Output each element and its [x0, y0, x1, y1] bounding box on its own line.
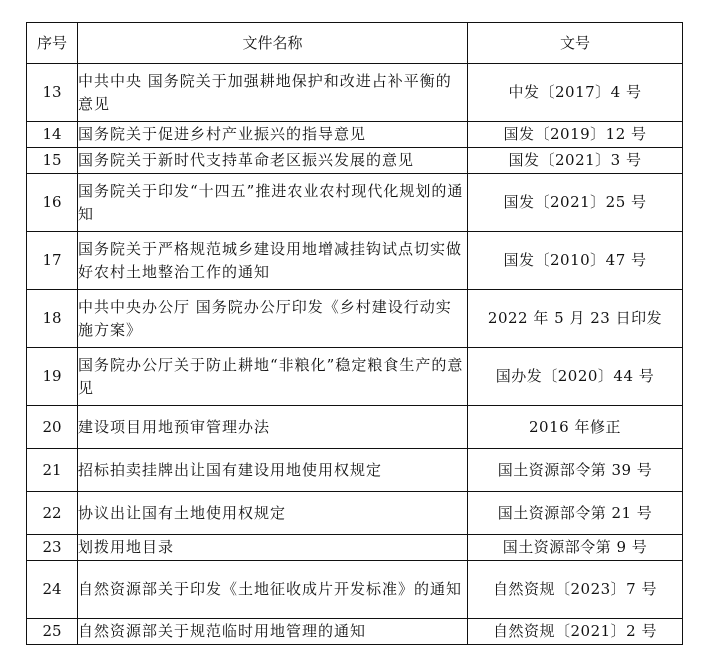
- row-document-number: 中发〔2017〕4 号: [468, 64, 683, 122]
- table-row: [27, 619, 683, 645]
- header-document-name: 文件名称: [78, 23, 468, 64]
- row-document-name: 招标拍卖挂牌出让国有建设用地使用权规定: [78, 449, 468, 492]
- table-row: [27, 561, 683, 619]
- table-row: [27, 232, 683, 290]
- header-serial-number: 序号: [27, 23, 78, 64]
- row-document-name: 协议出让国有土地使用权规定: [78, 492, 468, 535]
- row-document-name: 建设项目用地预审管理办法: [78, 406, 468, 449]
- row-serial-number: 14: [27, 122, 78, 148]
- row-document-number: 国发〔2021〕25 号: [468, 174, 683, 232]
- table-row: [27, 535, 683, 561]
- table-row: [27, 449, 683, 492]
- table-row: [27, 174, 683, 232]
- row-serial-number: 25: [27, 619, 78, 645]
- row-document-number: 国办发〔2020〕44 号: [468, 348, 683, 406]
- table-row: [27, 122, 683, 148]
- row-document-number: 国土资源部令第 9 号: [468, 535, 683, 561]
- row-serial-number: 21: [27, 449, 78, 492]
- row-document-number: 2016 年修正: [468, 406, 683, 449]
- row-serial-number: 16: [27, 174, 78, 232]
- row-serial-number: 13: [27, 64, 78, 122]
- header-document-number: 文号: [468, 23, 683, 64]
- row-document-name: 国务院关于严格规范城乡建设用地增减挂钩试点切实做好农村土地整治工作的通知: [78, 232, 468, 290]
- row-document-name: 国务院关于新时代支持革命老区振兴发展的意见: [78, 148, 468, 174]
- row-document-number: 国发〔2019〕12 号: [468, 122, 683, 148]
- row-document-number: 国发〔2010〕47 号: [468, 232, 683, 290]
- row-document-number: 国土资源部令第 21 号: [468, 492, 683, 535]
- row-document-name: 中共中央 国务院关于加强耕地保护和改进占补平衡的意见: [78, 64, 468, 122]
- row-document-name: 中共中央办公厅 国务院办公厅印发《乡村建设行动实施方案》: [78, 290, 468, 348]
- table-row: [27, 406, 683, 449]
- table-row: [27, 64, 683, 122]
- row-serial-number: 19: [27, 348, 78, 406]
- row-document-name: 自然资源部关于规范临时用地管理的通知: [78, 619, 468, 645]
- row-document-name: 国务院关于印发“十四五”推进农业农村现代化规划的通知: [78, 174, 468, 232]
- row-serial-number: 18: [27, 290, 78, 348]
- row-document-number: 2022 年 5 月 23 日印发: [468, 290, 683, 348]
- row-document-name: 国务院办公厅关于防止耕地“非粮化”稳定粮食生产的意见: [78, 348, 468, 406]
- row-document-name: 自然资源部关于印发《土地征收成片开发标准》的通知: [78, 561, 468, 619]
- table-header-row: [27, 23, 683, 64]
- row-document-number: 国发〔2021〕3 号: [468, 148, 683, 174]
- row-serial-number: 24: [27, 561, 78, 619]
- row-serial-number: 15: [27, 148, 78, 174]
- table-row: [27, 348, 683, 406]
- row-serial-number: 17: [27, 232, 78, 290]
- table-row: [27, 492, 683, 535]
- row-document-name: 划拨用地目录: [78, 535, 468, 561]
- row-document-number: 国土资源部令第 39 号: [468, 449, 683, 492]
- table-row: [27, 290, 683, 348]
- row-document-name: 国务院关于促进乡村产业振兴的指导意见: [78, 122, 468, 148]
- row-document-number: 自然资规〔2021〕2 号: [468, 619, 683, 645]
- row-document-number: 自然资规〔2023〕7 号: [468, 561, 683, 619]
- row-serial-number: 20: [27, 406, 78, 449]
- row-serial-number: 22: [27, 492, 78, 535]
- row-serial-number: 23: [27, 535, 78, 561]
- table-row: [27, 148, 683, 174]
- document-list-table: [26, 22, 683, 645]
